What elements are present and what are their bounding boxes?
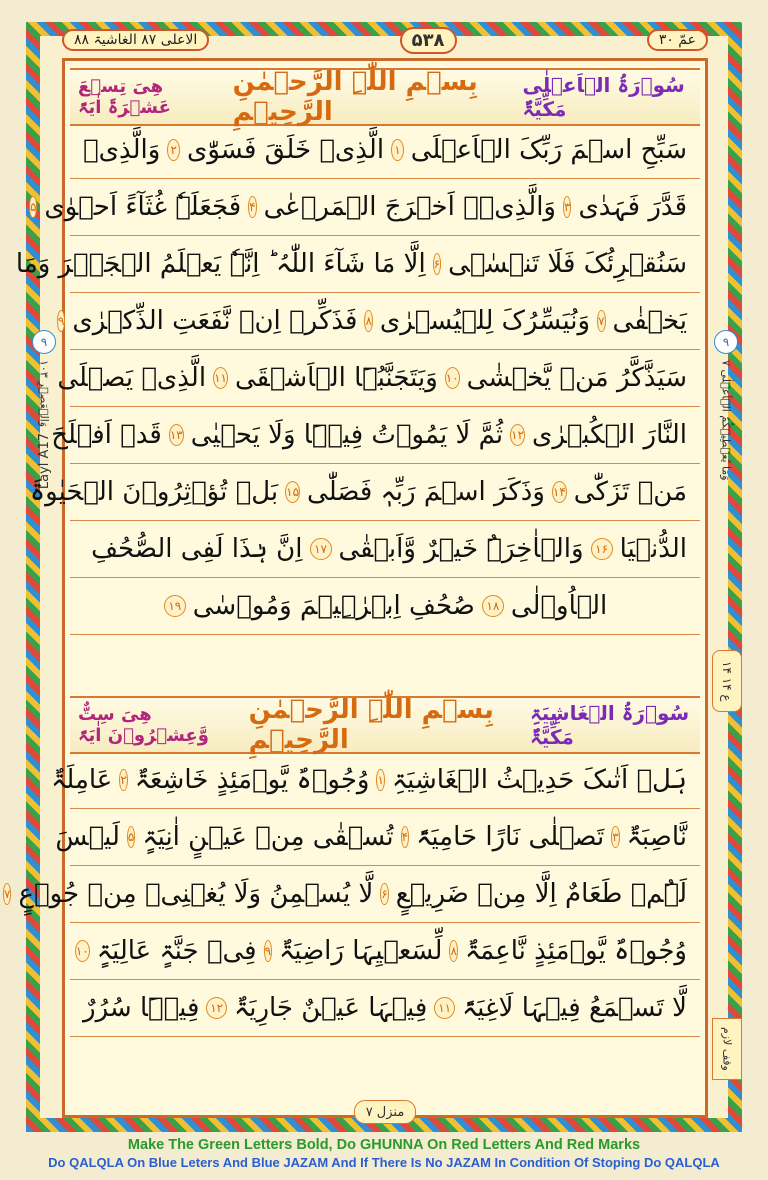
bismillah: بِسۡمِ اللّٰہِ الرَّحۡمٰنِ الرَّحِیۡمِ bbox=[248, 695, 494, 755]
ayah-number-icon: ۱۱ bbox=[434, 997, 455, 1019]
ayah-number-icon: ۱۳ bbox=[169, 424, 184, 446]
bismillah: بِسۡمِ اللّٰہِ الرَّحۡمٰنِ الرَّحِیۡمِ bbox=[232, 67, 478, 127]
ayah-number-icon: ۱۲ bbox=[206, 997, 227, 1019]
verse-line bbox=[57, 350, 700, 407]
verse-line bbox=[70, 923, 700, 980]
ayah-number-icon: ۲ bbox=[119, 769, 127, 791]
ayah-count-label: ھِیَ سِتٌّ وَّعِشۡرُوۡنَ اٰیَۃً bbox=[78, 704, 209, 746]
verse-text: قَدَّرَ فَہَدٰی bbox=[578, 192, 687, 222]
ayah-number-icon: ۲ bbox=[167, 139, 180, 161]
ayah-number-icon: ۱ bbox=[391, 139, 404, 161]
verse-lines-surah-2 bbox=[4, 752, 700, 1037]
verse-text: وُجُوۡہٌ یَّوۡمَئِذٍ خَاشِعَۃٌ bbox=[134, 765, 370, 795]
verse-text: الَّذِیۡ خَلَقَ فَسَوّٰی bbox=[187, 135, 385, 165]
verse-line bbox=[4, 866, 700, 923]
ayah-number-icon: ۷ bbox=[3, 883, 11, 905]
juz-name: عمّ ۳۰ bbox=[647, 29, 708, 51]
verse-text: الَّذِیۡ یَصۡلَی bbox=[57, 363, 207, 393]
verse-text: النَّارَ الۡکُبۡرٰی bbox=[532, 420, 687, 450]
ayah-count-label: ھِیَ تِسۡعَ عَشۡرَۃَ اٰیَۃً bbox=[78, 76, 171, 118]
verse-text: عَامِلَۃٌ bbox=[51, 765, 113, 795]
ayah-number-icon: ۶ bbox=[433, 253, 441, 275]
ayah-number-icon: ۱۰ bbox=[445, 367, 460, 389]
verse-text: ہَلۡ اَتٰىکَ حَدِیۡثُ الۡغَاشِیَۃِ bbox=[391, 765, 687, 795]
verse-line bbox=[55, 809, 700, 866]
instruction-line-2: Do QALQLA On Blue Leters And Blue JAZAM And If There Is No JAZAM In Condition Of Stoping Do QALQLA bbox=[48, 1155, 720, 1170]
verse-text: وَنُیَسِّرُکَ لِلۡیُسۡرٰی bbox=[379, 306, 591, 336]
verse-line bbox=[29, 179, 700, 236]
sajda-marker-icon: ۹ bbox=[32, 330, 56, 354]
verse-text: سَنُقۡرِئُکَ فَلَا تَنۡسٰۤی bbox=[448, 249, 687, 279]
verse-text: فَجَعَلَہٗ غُثَآءً اَحۡوٰی bbox=[44, 192, 242, 222]
ayah-number-icon: ۹ bbox=[57, 310, 65, 332]
surah-header-2 bbox=[70, 696, 700, 754]
ayah-number-icon: ۳ bbox=[611, 826, 619, 848]
ayah-number-icon: ۱۴ bbox=[552, 481, 567, 503]
verse-text: وَالَّذِیۡ bbox=[83, 135, 161, 165]
verse-text: لِّسَعۡیِہَا رَاضِیَۃٌ bbox=[279, 936, 443, 966]
verse-line bbox=[29, 464, 700, 521]
verse-text: لَہُمۡ طَعَامٌ اِلَّا مِنۡ ضَرِیۡعٍ bbox=[395, 879, 687, 909]
surah-title: سُوۡرَۃُ الۡاَعۡلٰی مَکِّیَّۃٌ bbox=[522, 73, 685, 121]
ayah-number-icon: ۱۲ bbox=[510, 424, 525, 446]
verse-text: اِلَّا مَا شَآءَ اللّٰہُ ؕ اِنَّہٗ یَعۡلَمُ الۡجَہۡرَ وَمَا bbox=[15, 249, 426, 279]
verse-text: وَیَتَجَنَّبُہَا الۡاَشۡقَی bbox=[234, 363, 438, 393]
waqf-marker: وقف لازم bbox=[712, 1018, 742, 1080]
ayah-number-icon: ۷ bbox=[597, 310, 605, 332]
ruku-marker: ع ۱۴ ۱۴ bbox=[712, 650, 742, 712]
verse-text: ثُمَّ لَا یَمُوۡتُ فِیۡہَا وَلَا یَحۡیٰی bbox=[190, 420, 504, 450]
instruction-line-1: Make The Green Letters Bold, Do GHUNNA On Red Letters And Red Marks bbox=[127, 1137, 641, 1153]
verse-line bbox=[57, 293, 700, 350]
ayah-number-icon: ۴ bbox=[248, 196, 256, 218]
verse-line bbox=[70, 980, 700, 1037]
verse-text: وَذَکَرَ اسۡمَ رَبِّہٖ فَصَلّٰی bbox=[307, 477, 545, 507]
verse-text: فِیۡہَا عَیۡنٌ جَارِیَۃٌ bbox=[233, 993, 428, 1023]
verse-text: وَالۡاٰخِرَۃُ خَیۡرٌ وَّاَبۡقٰی bbox=[338, 534, 584, 564]
ayah-number-icon: ۱۱ bbox=[213, 367, 228, 389]
verse-text: فِیۡہَا سُرُرٌ bbox=[83, 993, 200, 1023]
verse-text: تَصۡلٰی نَارًا حَامِیَۃً bbox=[416, 822, 605, 852]
verse-line bbox=[70, 578, 700, 635]
margin-reference: وَمَا یُعۡطِیۡکُمُ الۡاَعۡلٰی ۷ bbox=[719, 360, 733, 481]
verse-text: اِنَّ ہٰذَا لَفِی الصُّحُفِ bbox=[91, 534, 303, 564]
verse-text: سَیَذَّکَّرُ مَنۡ یَّخۡشٰی bbox=[466, 363, 687, 393]
verse-text: قَدۡ اَفۡلَحَ bbox=[51, 420, 162, 450]
verse-text: لَّا تَسۡمَعُ فِیۡہَا لَاغِیَۃً bbox=[461, 993, 687, 1023]
manzil-label: منزل ۷ bbox=[354, 1100, 416, 1124]
verse-text: وَالَّذِیۡۤ اَخۡرَجَ الۡمَرۡعٰی bbox=[263, 192, 556, 222]
ayah-number-icon: ۴ bbox=[401, 826, 409, 848]
verse-text: نَّاصِبَۃٌ bbox=[626, 822, 687, 852]
ayah-number-icon: ۹ bbox=[264, 940, 272, 962]
verse-line bbox=[70, 521, 700, 578]
surah-title: سُوۡرَۃُ الۡغَاشِیَۃِ مَکِّیَّۃٌ bbox=[530, 701, 690, 749]
page-header bbox=[62, 24, 708, 56]
verse-text: تُسۡقٰی مِنۡ عَیۡنٍ اٰنِیَۃٍ bbox=[142, 822, 394, 852]
verse-text: لَیۡسَ bbox=[55, 822, 120, 852]
ayah-number-icon: ۱۵ bbox=[285, 481, 300, 503]
surah-header-1 bbox=[70, 68, 700, 126]
verse-text: لَّا یُسۡمِنُ وَلَا یُغۡنِیۡ مِنۡ جُوۡعٍ bbox=[18, 879, 374, 909]
verse-text: وُجُوۡہٌ یَّوۡمَئِذٍ نَّاعِمَۃٌ bbox=[464, 936, 687, 966]
ayah-number-icon: ۸ bbox=[364, 310, 372, 332]
verse-text: الدُّنۡیَا bbox=[619, 534, 687, 564]
ayah-number-icon: ۱۹ bbox=[164, 595, 186, 617]
ayah-number-icon: ۵ bbox=[29, 196, 37, 218]
ayah-number-icon: ۱۶ bbox=[591, 538, 613, 560]
verse-line bbox=[51, 407, 700, 464]
sajda-marker-icon: ۹ bbox=[714, 330, 738, 354]
verse-text: یَخۡفٰی bbox=[612, 306, 687, 336]
verse-text: سَبِّحِ اسۡمَ رَبِّکَ الۡاَعۡلَی bbox=[410, 135, 687, 165]
margin-label: Layl A17 bbox=[36, 433, 52, 490]
tajweed-instructions bbox=[0, 1136, 768, 1172]
verse-text: الۡاُوۡلٰی bbox=[510, 591, 608, 621]
verse-text: صُحُفِ اِبۡرٰہِیۡمَ وَمُوۡسٰی bbox=[192, 591, 475, 621]
ayah-number-icon: ۱۸ bbox=[482, 595, 504, 617]
right-margin bbox=[712, 330, 740, 590]
ayah-number-icon: ۱۷ bbox=[310, 538, 332, 560]
verse-text: فَذَکِّرۡ اِنۡ نَّفَعَتِ الذِّکۡرٰی bbox=[72, 306, 358, 336]
verse-line bbox=[51, 752, 700, 809]
left-margin bbox=[30, 330, 58, 590]
verse-text: فِیۡ جَنَّۃٍ عَالِیَۃٍ bbox=[96, 936, 257, 966]
ayah-number-icon: ۱۰ bbox=[75, 940, 90, 962]
verse-line bbox=[15, 236, 700, 293]
verse-text: مَنۡ تَزَکّٰی bbox=[573, 477, 687, 507]
verse-text: بَلۡ تُؤۡثِرُوۡنَ الۡحَیٰوۃَ bbox=[29, 477, 279, 507]
margin-reference: وَالۡعَصۡرِ ۱۰۳ bbox=[37, 360, 51, 428]
ayah-number-icon: ۱ bbox=[376, 769, 384, 791]
page-number: ۵۳۸ bbox=[400, 27, 457, 54]
ayah-number-icon: ۳ bbox=[563, 196, 571, 218]
ayah-number-icon: ۶ bbox=[380, 883, 388, 905]
ayah-number-icon: ۸ bbox=[449, 940, 457, 962]
verse-line bbox=[70, 122, 700, 179]
ayah-number-icon: ۵ bbox=[127, 826, 135, 848]
surah-range-label: الاعلی ۸۷ الغاشیۃ ۸۸ bbox=[62, 29, 209, 51]
